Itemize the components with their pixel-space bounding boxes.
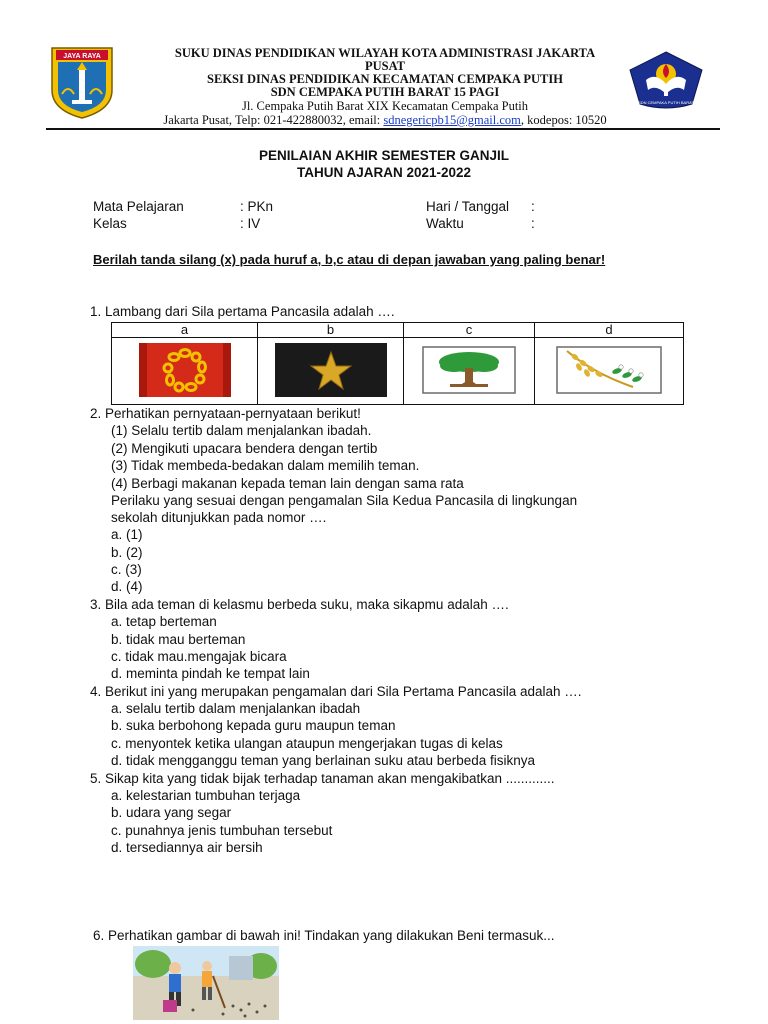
banyan-tree-symbol-icon [422, 346, 516, 394]
q5-option-d[interactable]: d. tersediannya air bersih [111, 840, 263, 855]
q2-option-b[interactable]: b. (2) [111, 545, 143, 560]
rice-cotton-symbol-icon [553, 343, 665, 397]
q5-option-a[interactable]: a. kelestarian tumbuhan terjaga [111, 788, 301, 803]
time-value: : [531, 216, 535, 231]
q3-option-b[interactable]: b. tidak mau berteman [111, 632, 246, 647]
option-c-image-cell[interactable] [404, 338, 535, 405]
class-value: : IV [240, 216, 261, 231]
q5-option-c[interactable]: c. punahnya jenis tumbuhan tersebut [111, 823, 333, 838]
q4-option-b[interactable]: b. suka berbohong kepada guru maupun teman [111, 718, 396, 733]
school-logo-text: SDN CEMPAKA PUTIH BARAT [638, 100, 694, 105]
q2-prompt-line-2: sekolah ditunjukkan pada nomor …. [111, 510, 327, 525]
option-d-image-cell[interactable] [535, 338, 684, 405]
option-a-image-cell[interactable] [112, 338, 258, 405]
question-1: 1. Lambang dari Sila pertama Pancasila adalah …. [90, 304, 395, 319]
header-divider [46, 128, 720, 130]
header-address: Jl. Cempaka Putih Barat XIX Kecamatan Cempaka Putih [241, 99, 529, 113]
chain-symbol-icon [139, 343, 231, 397]
class-label: Kelas [93, 216, 127, 231]
question-4: 4. Berikut ini yang merupakan pengamalan dari Sila Pertama Pancasila adalah …. [90, 684, 582, 699]
option-b-label[interactable]: b [258, 323, 404, 338]
q5-option-b[interactable]: b. udara yang segar [111, 805, 232, 820]
q4-option-a[interactable]: a. selalu tertib dalam menjalankan ibadah [111, 701, 361, 716]
subject-value: : PKn [240, 199, 274, 214]
header-line-3: SEKSI DINAS PENDIDIKAN KECAMATAN CEMPAKA PUTIH [207, 72, 563, 86]
header-line-4: SDN CEMPAKA PUTIH BARAT 15 PAGI [270, 85, 500, 99]
option-c-label[interactable]: c [404, 323, 535, 338]
q2-prompt-line-1: Perilaku yang sesuai dengan pengamalan Sila Kedua Pancasila di lingkungan [111, 493, 578, 508]
header-line-2: PUSAT [364, 59, 406, 73]
q2-option-c[interactable]: c. (3) [111, 562, 142, 577]
exam-title: PENILAIAN AKHIR SEMESTER GANJIL [258, 148, 510, 163]
q3-option-c[interactable]: c. tidak mau.mengajak bicara [111, 649, 287, 664]
q3-option-a[interactable]: a. tetap berteman [111, 614, 217, 629]
question-5: 5. Sikap kita yang tidak bijak terhadap tanaman akan mengakibatkan ............. [90, 771, 555, 786]
contact-prefix: Jakarta Pusat, Telp: 021-422880032, email: [163, 113, 384, 127]
q2-option-d[interactable]: d. (4) [111, 579, 143, 594]
q4-option-d[interactable]: d. tidak mengganggu teman yang berlainan suku atau berbeda fisiknya [111, 753, 536, 768]
header-line-1: SUKU DINAS PENDIDIKAN WILAYAH KOTA ADMINISTRASI JAKARTA [174, 46, 596, 60]
option-d-label[interactable]: d [535, 323, 684, 338]
q2-statement-3: (3) Tidak membeda-bedakan dalam memilih teman. [111, 458, 420, 473]
q2-option-a[interactable]: a. (1) [111, 527, 143, 542]
day-value: : [531, 199, 535, 214]
q4-option-c[interactable]: c. menyontek ketika ulangan ataupun mengerjakan tugas di kelas [111, 736, 503, 751]
q2-statement-2: (2) Mengikuti upacara bendera dengan tertib [111, 441, 378, 456]
exam-year: TAHUN AJARAN 2021-2022 [296, 165, 472, 180]
instruction: Berilah tanda silang (x) pada huruf a, b,c atau di depan jawaban yang paling benar! [93, 252, 606, 267]
q2-statement-1: (1) Selalu tertib dalam menjalankan ibadah. [111, 423, 372, 438]
header-contact [115, 113, 655, 127]
question-2: 2. Perhatikan pernyataan-pernyataan berikut! [90, 406, 361, 421]
contact-suffix: , kodepos: 10520 [520, 113, 607, 127]
jakarta-logo [48, 44, 116, 120]
option-b-image-cell[interactable] [258, 338, 404, 405]
question-3: 3. Bila ada teman di kelasmu berbeda suku, maka sikapmu adalah …. [90, 597, 509, 612]
star-symbol-icon [275, 343, 387, 397]
email-link[interactable]: sdnegericpb15@gmail.com [383, 113, 521, 127]
time-label: Waktu [426, 216, 464, 231]
q3-option-d[interactable]: d. meminta pindah ke tempat lain [111, 666, 310, 681]
q2-statement-4: (4) Berbagi makanan kepada teman lain dengan sama rata [111, 476, 464, 491]
subject-label: Mata Pelajaran [93, 199, 184, 214]
option-a-label[interactable]: a [112, 323, 258, 338]
jakarta-logo-text: JAYA RAYA [63, 53, 101, 60]
day-label: Hari / Tanggal [426, 199, 510, 214]
q6-illustration [133, 946, 279, 1020]
question-6: 6. Perhatikan gambar di bawah ini! Tindakan yang dilakukan Beni termasuk... [93, 928, 555, 943]
question-1-options-table [111, 322, 684, 405]
